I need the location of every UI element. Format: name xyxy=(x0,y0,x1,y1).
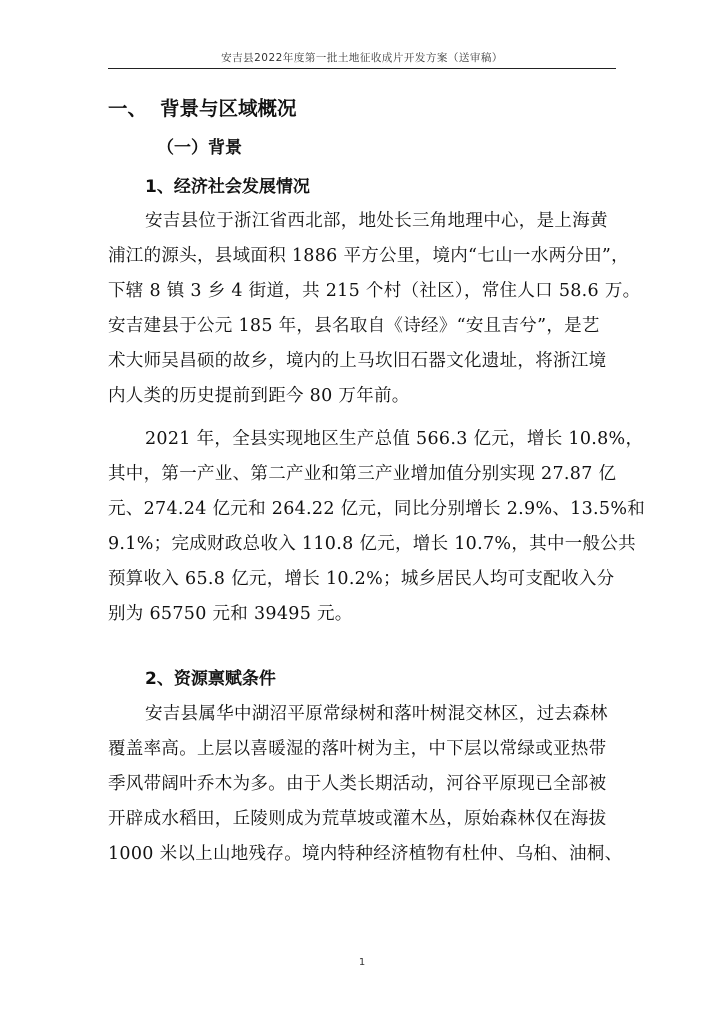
paragraph-line: 浦江的源头，县域面积 1886 平方公里，境内“七山一水两分田”， xyxy=(108,246,629,266)
paragraph-line: 安吉县位于浙江省西北部，地处长三角地理中心，是上海黄 xyxy=(145,211,608,231)
paragraph-line: 术大师吴昌硕的故乡，境内的上马坎旧石器文化遗址，将浙江境 xyxy=(108,351,607,371)
paragraph-line: 别为 65750 元和 39495 元。 xyxy=(108,604,353,624)
subsection-heading: （一）背景 xyxy=(157,138,242,158)
section-number: 一、 xyxy=(108,97,148,120)
paragraph-line: 季风带阔叶乔木为多。由于人类长期活动，河谷平原现已全部被 xyxy=(108,774,607,794)
paragraph-line: 内人类的历史提前到距今 80 万年前。 xyxy=(108,386,410,406)
paragraph-line: 9.1%；完成财政总收入 110.8 亿元，增长 10.7%，其中一般公共 xyxy=(108,534,636,554)
page-number: 1 xyxy=(358,957,366,968)
paragraph-line: 下辖 8 镇 3 乡 4 街道，共 215 个村（社区），常住人口 58.6 万。 xyxy=(108,281,641,301)
running-header: 安吉县2022年度第一批土地征收成片开发方案（送审稿） xyxy=(221,52,503,64)
paragraph-line: 安吉建县于公元 185 年，县名取自《诗经》“安且吉兮”，是艺 xyxy=(108,316,600,336)
paragraph-line: 其中，第一产业、第二产业和第三产业增加值分别实现 27.87 亿 xyxy=(108,464,617,484)
paragraph-line: 安吉县属华中湖沼平原常绿树和落叶树混交林区，过去森林 xyxy=(145,704,608,724)
paragraph-line: 1000 米以上山地残存。境内特种经济植物有杜仲、乌桕、油桐、 xyxy=(108,844,623,864)
paragraph-line: 覆盖率高。上层以喜暖湿的落叶树为主，中下层以常绿或亚热带 xyxy=(108,739,607,759)
topic-heading-economy: 1、经济社会发展情况 xyxy=(145,177,310,197)
paragraph-line: 开辟成水稻田，丘陵则成为荒草坡或灌木丛，原始森林仅在海拔 xyxy=(108,809,607,829)
header-rule xyxy=(108,68,616,69)
paragraph-line: 预算收入 65.8 亿元，增长 10.2%；城乡居民人均可支配收入分 xyxy=(108,569,615,589)
topic-heading-resources: 2、资源禀赋条件 xyxy=(145,669,276,689)
section-heading xyxy=(108,93,297,121)
section-title: 背景与区域概况 xyxy=(160,97,297,120)
paragraph-line: 2021 年，全县实现地区生产总值 566.3 亿元，增长 10.8%， xyxy=(145,429,644,449)
paragraph-line: 元、274.24 亿元和 264.22 亿元，同比分别增长 2.9%、13.5%和 xyxy=(108,499,646,519)
